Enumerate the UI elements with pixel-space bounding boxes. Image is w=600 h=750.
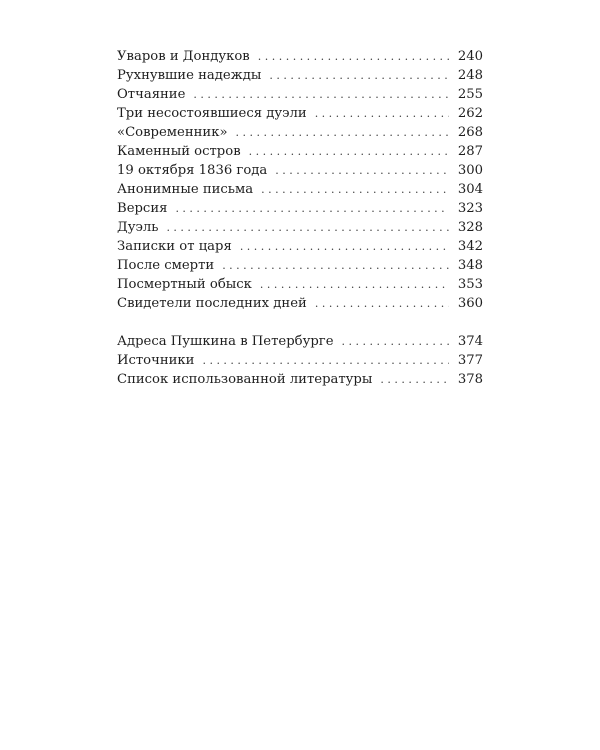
toc-entry-page: 255	[457, 87, 483, 102]
toc-entry	[117, 104, 483, 123]
toc-entry-page: 328	[457, 220, 483, 235]
toc-entry-page: 248	[457, 68, 483, 83]
dot-leader	[240, 237, 449, 256]
dot-leader	[315, 104, 449, 123]
dot-leader	[193, 85, 448, 104]
toc-entry	[117, 180, 483, 199]
toc-entry	[117, 332, 483, 351]
toc-entry-page: 287	[457, 144, 483, 159]
toc-entry-title: Три несостоявшиеся дуэли	[117, 106, 307, 121]
toc-appendix-section	[117, 332, 483, 389]
dot-leader	[315, 294, 449, 313]
toc-entry-title: Отчаяние	[117, 87, 186, 102]
toc-entry-title: Адреса Пушкина в Петербурге	[117, 334, 334, 349]
toc-entry	[117, 142, 483, 161]
toc-entry-page: 323	[457, 201, 483, 216]
toc-entry-page: 348	[457, 258, 483, 273]
toc-entry-page: 374	[457, 334, 483, 349]
dot-leader	[202, 351, 448, 370]
table-of-contents	[117, 47, 483, 389]
dot-leader	[222, 256, 449, 275]
toc-main-section	[117, 47, 483, 313]
toc-entry-title: Записки от царя	[117, 239, 232, 254]
toc-entry	[117, 294, 483, 313]
dot-leader	[166, 218, 448, 237]
toc-entry-title: Дуэль	[117, 220, 159, 235]
toc-entry-page: 240	[457, 49, 483, 64]
toc-entry	[117, 161, 483, 180]
dot-leader	[275, 161, 449, 180]
toc-entry-page: 342	[457, 239, 483, 254]
toc-entry-page: 262	[457, 106, 483, 121]
dot-leader	[236, 123, 449, 142]
toc-entry-title: «Современник»	[117, 125, 228, 140]
toc-entry-page: 378	[457, 372, 483, 387]
toc-entry-title: Свидетели последних дней	[117, 296, 307, 311]
dot-leader	[380, 370, 448, 389]
dot-leader	[261, 180, 449, 199]
toc-entry-page: 304	[457, 182, 483, 197]
toc-entry-page: 353	[457, 277, 483, 292]
toc-entry	[117, 237, 483, 256]
toc-entry	[117, 66, 483, 85]
toc-entry	[117, 370, 483, 389]
toc-entry	[117, 123, 483, 142]
toc-entry	[117, 199, 483, 218]
toc-entry-page: 377	[457, 353, 483, 368]
toc-entry	[117, 275, 483, 294]
toc-entry-title: Уваров и Дондуков	[117, 49, 250, 64]
dot-leader	[175, 199, 448, 218]
toc-entry	[117, 218, 483, 237]
toc-entry-title: Версия	[117, 201, 168, 216]
toc-entry-title: Рухнувшие надежды	[117, 68, 262, 83]
toc-entry-title: Список использованной литературы	[117, 372, 373, 387]
dot-leader	[249, 142, 449, 161]
toc-entry	[117, 256, 483, 275]
toc-entry-page: 268	[457, 125, 483, 140]
toc-entry-title: Анонимные письма	[117, 182, 254, 197]
dot-leader	[258, 47, 449, 66]
dot-leader	[269, 66, 448, 85]
toc-entry-title: 19 октября 1836 года	[117, 163, 268, 178]
dot-leader	[342, 332, 449, 351]
toc-entry	[117, 85, 483, 104]
toc-entry-page: 360	[457, 296, 483, 311]
dot-leader	[260, 275, 449, 294]
toc-entry-title: После смерти	[117, 258, 215, 273]
toc-entry	[117, 351, 483, 370]
toc-entry-title: Посмертный обыск	[117, 277, 252, 292]
toc-entry-title: Каменный остров	[117, 144, 241, 159]
toc-entry	[117, 47, 483, 66]
toc-entry-page: 300	[457, 163, 483, 178]
toc-entry-title: Источники	[117, 353, 195, 368]
